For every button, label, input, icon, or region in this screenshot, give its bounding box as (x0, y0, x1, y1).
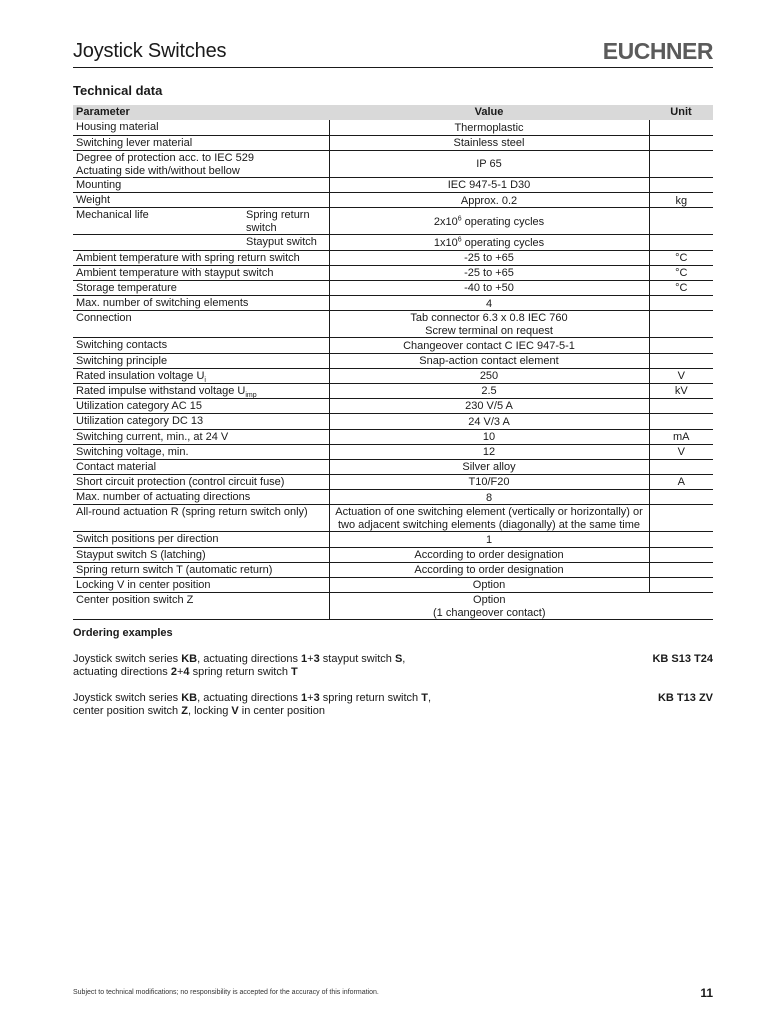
param-cell (73, 368, 329, 383)
value-line: (1 changeover contact) (432, 606, 546, 619)
value-line: Actuation of one switching element (vertically or horizontally) or (335, 506, 643, 519)
unit-cell: mA (649, 429, 713, 444)
table-row (73, 414, 713, 429)
param-sublabel: Stayput switch (246, 236, 317, 249)
table-row (73, 593, 713, 620)
table-row (73, 505, 713, 532)
table-row (73, 265, 713, 280)
param-cell: Switching voltage, min. (73, 444, 329, 459)
table-row (73, 151, 713, 178)
param-cell: Mounting (73, 178, 329, 193)
table-row (73, 120, 713, 135)
table-row (73, 490, 713, 505)
unit-cell (649, 338, 713, 353)
unit-cell (649, 151, 713, 178)
value-cell: According to order designation (329, 547, 649, 562)
value-cell (329, 311, 649, 338)
param-cell: Utilization category AC 15 (73, 399, 329, 414)
table-row (73, 547, 713, 562)
value-exponent: 6 (457, 215, 462, 223)
value-unit-text: operating cycles (461, 215, 545, 228)
table-row (73, 135, 713, 150)
unit-cell: V (649, 444, 713, 459)
param-cell (73, 235, 329, 250)
param-cell: Switching current, min., at 24 V (73, 429, 329, 444)
example-line: center position switch Z, locking V in center position (73, 705, 325, 717)
param-text: Rated impulse withstand voltage U (76, 384, 246, 397)
value-mantissa: 1x10 (433, 236, 458, 249)
param-cell: Switching contacts (73, 338, 329, 353)
value-cell: Thermoplastic (329, 120, 649, 135)
value-cell: 12 (329, 444, 649, 459)
unit-cell: °C (649, 281, 713, 296)
ordering-example-1 (73, 653, 713, 679)
value-cell: According to order designation (329, 562, 649, 577)
unit-cell: V (649, 368, 713, 383)
param-cell: Short circuit protection (control circuit fuse) (73, 475, 329, 490)
unit-cell (649, 235, 713, 250)
value-mantissa: 2x10 (433, 215, 458, 228)
value-cell (329, 593, 649, 620)
ordering-example-2 (73, 692, 713, 718)
table-header-row (73, 105, 713, 120)
unit-cell (649, 578, 713, 593)
unit-cell: kV (649, 383, 713, 398)
value-cell (329, 235, 649, 250)
table-row (73, 399, 713, 414)
example-line: Joystick switch series KB, actuating directions 1+3 stayput switch S, (73, 653, 406, 665)
unit-cell (649, 178, 713, 193)
table-row (73, 562, 713, 577)
value-line: Screw terminal on request (425, 324, 553, 337)
param-label: Mechanical life (76, 209, 149, 222)
param-cell: All-round actuation R (spring return switch only) (73, 505, 329, 532)
unit-cell (649, 311, 713, 338)
value-line: two adjacent switching elements (diagonally) at the same time (337, 518, 641, 531)
unit-cell (649, 459, 713, 474)
value-cell: -25 to +65 (329, 265, 649, 280)
unit-cell (649, 547, 713, 562)
value-cell: Approx. 0.2 (329, 193, 649, 208)
table-row (73, 193, 713, 208)
value-cell: 230 V/5 A (329, 399, 649, 414)
technical-data-table (73, 105, 713, 620)
table-row (73, 296, 713, 311)
unit-cell (649, 532, 713, 547)
table-row (73, 444, 713, 459)
param-subscript: i (204, 376, 206, 384)
unit-cell (649, 593, 713, 620)
param-cell: Ambient temperature with stayput switch (73, 265, 329, 280)
value-cell: 4 (329, 296, 649, 311)
header-unit: Unit (649, 105, 713, 120)
value-cell: IEC 947-5-1 D30 (329, 178, 649, 193)
unit-cell (649, 562, 713, 577)
param-cell: Max. number of switching elements (73, 296, 329, 311)
value-cell: 1 (329, 532, 649, 547)
unit-cell (649, 505, 713, 532)
unit-cell: °C (649, 250, 713, 265)
unit-cell (649, 490, 713, 505)
param-subscript: imp (245, 392, 257, 400)
unit-cell (649, 399, 713, 414)
value-cell: 8 (329, 490, 649, 505)
value-cell: -25 to +65 (329, 250, 649, 265)
param-cell: Center position switch Z (73, 593, 329, 620)
param-cell: Ambient temperature with spring return switch (73, 250, 329, 265)
example-line: actuating directions 2+4 spring return switch T (73, 666, 298, 678)
value-cell: 24 V/3 A (329, 414, 649, 429)
unit-cell: A (649, 475, 713, 490)
footer-disclaimer: Subject to technical modifications; no responsibility is accepted for the accuracy of this information. (73, 989, 379, 996)
table-row (73, 383, 713, 398)
param-cell: Spring return switch T (automatic return) (73, 562, 329, 577)
table-row (73, 353, 713, 368)
table-row (73, 429, 713, 444)
unit-cell (649, 296, 713, 311)
table-row (73, 311, 713, 338)
table-row (73, 578, 713, 593)
section-title: Technical data (73, 83, 163, 98)
value-cell: T10/F20 (329, 475, 649, 490)
value-cell: 250 (329, 368, 649, 383)
page-number: 11 (700, 986, 713, 1000)
param-line: Actuating side with/without bellow (76, 164, 240, 177)
example-line: Joystick switch series KB, actuating directions 1+3 spring return switch T, (73, 692, 432, 704)
param-cell: Utilization category DC 13 (73, 414, 329, 429)
value-cell (329, 208, 649, 235)
value-cell: 10 (329, 429, 649, 444)
euchner-logo: EUCHNER (602, 38, 713, 64)
value-cell: -40 to +50 (329, 281, 649, 296)
param-text: Rated insulation voltage U (76, 369, 205, 382)
table-row (73, 459, 713, 474)
table-row (73, 338, 713, 353)
order-code: KB T13 ZV (657, 692, 713, 704)
table-row (73, 368, 713, 383)
param-cell (73, 151, 329, 178)
unit-cell: °C (649, 265, 713, 280)
param-line: Degree of protection acc. to IEC 529 (76, 152, 254, 165)
value-cell: IP 65 (329, 151, 649, 178)
param-cell: Connection (73, 311, 329, 338)
value-cell (329, 505, 649, 532)
param-cell: Storage temperature (73, 281, 329, 296)
table-row (73, 281, 713, 296)
param-cell (73, 208, 329, 235)
param-cell (73, 383, 329, 398)
value-line: Option (473, 594, 506, 607)
page-header (73, 38, 713, 68)
param-cell: Contact material (73, 459, 329, 474)
unit-cell (649, 414, 713, 429)
value-unit-text: operating cycles (461, 236, 545, 249)
value-cell: Snap-action contact element (329, 353, 649, 368)
value-cell: 2.5 (329, 383, 649, 398)
param-cell: Switch positions per direction (73, 532, 329, 547)
header-parameter: Parameter (73, 105, 329, 120)
value-cell: Silver alloy (329, 459, 649, 474)
value-cell: Changeover contact C IEC 947-5-1 (329, 338, 649, 353)
table-row (73, 235, 713, 250)
unit-cell (649, 353, 713, 368)
param-cell: Weight (73, 193, 329, 208)
param-cell: Stayput switch S (latching) (73, 547, 329, 562)
unit-cell (649, 135, 713, 150)
unit-cell (649, 208, 713, 235)
order-code: KB S13 T24 (652, 653, 713, 665)
table-row (73, 475, 713, 490)
table-row (73, 250, 713, 265)
value-cell: Option (329, 578, 649, 593)
param-cell: Switching lever material (73, 135, 329, 150)
ordering-examples-title: Ordering examples (73, 627, 173, 639)
table-row (73, 532, 713, 547)
value-line: Tab connector 6.3 x 0.8 IEC 760 (410, 312, 568, 325)
value-exponent: 6 (457, 236, 462, 244)
value-cell: Stainless steel (329, 135, 649, 150)
header-value: Value (329, 105, 649, 120)
param-cell: Housing material (73, 120, 329, 135)
param-cell: Max. number of actuating directions (73, 490, 329, 505)
unit-cell: kg (649, 193, 713, 208)
param-cell: Locking V in center position (73, 578, 329, 593)
table-row (73, 178, 713, 193)
param-cell: Switching principle (73, 353, 329, 368)
table-row (73, 208, 713, 235)
page-title: Joystick Switches (73, 40, 227, 62)
unit-cell (649, 120, 713, 135)
param-sublabel: Spring return switch (246, 209, 310, 234)
